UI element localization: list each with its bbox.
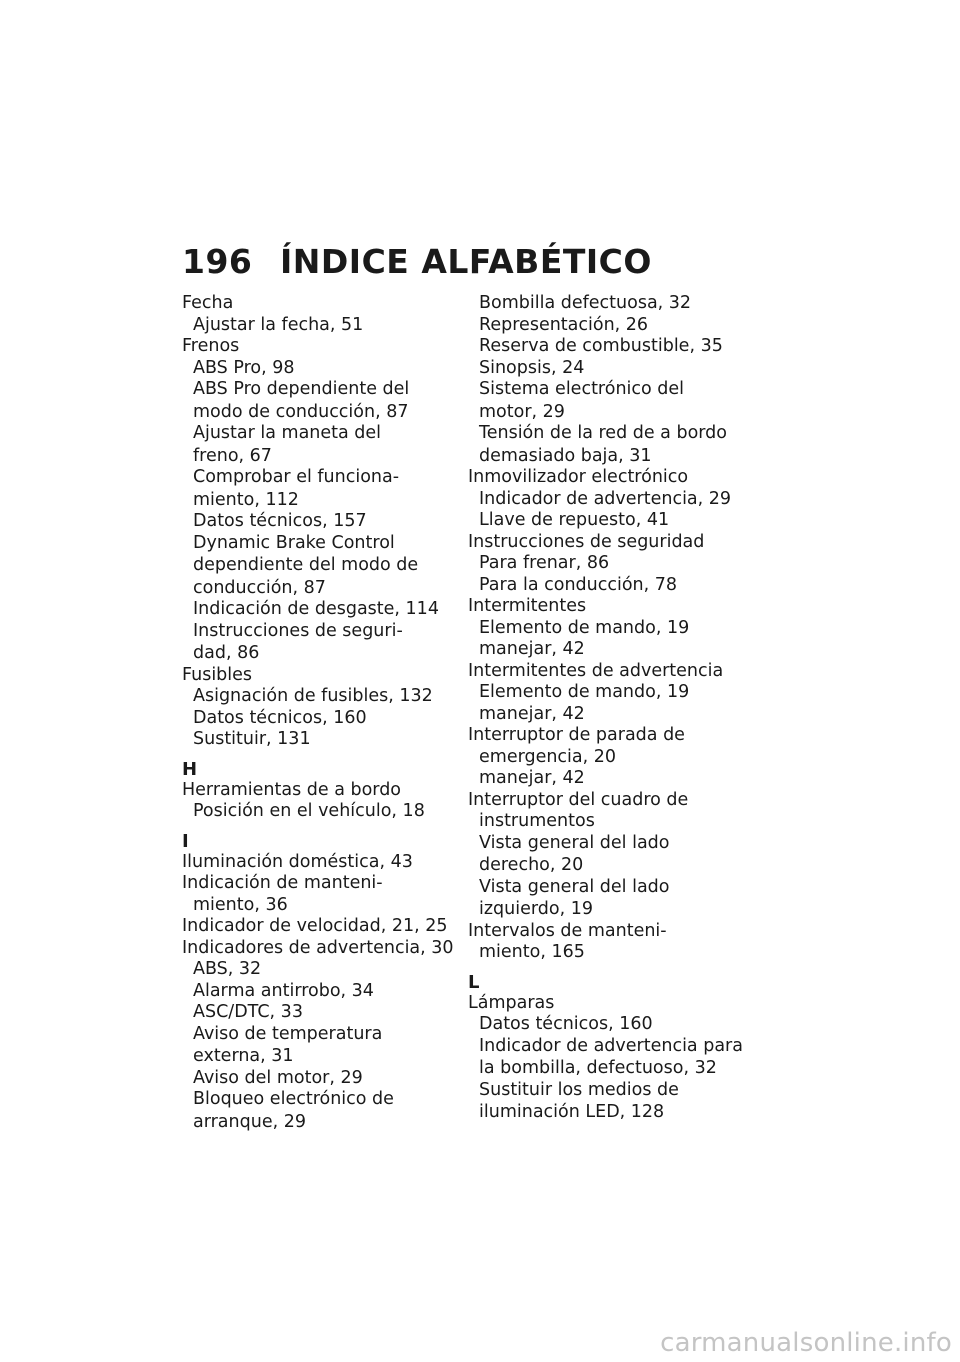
index-sub-entry-continuation: modo de conducción, 87: [193, 401, 409, 422]
index-sub-entry-continuation: externa, 31: [193, 1046, 294, 1066]
index-entry-continuation: miento, 36: [193, 894, 288, 915]
index-sub-entry: Sustituir los medios de: [479, 1079, 679, 1100]
index-sub-entry: Bombilla defectuosa, 32: [479, 293, 692, 313]
index-sub-entry: manejar, 42: [479, 639, 585, 659]
index-sub-entry: ABS Pro dependiente del: [193, 379, 410, 399]
index-main-entry: Frenos: [182, 336, 240, 356]
index-main-entry: Fecha: [182, 293, 234, 313]
index-sub-entry: Sustituir, 131: [193, 729, 311, 749]
index-main-entry: Indicador de velocidad, 21, 25: [182, 916, 448, 936]
index-sub-entry: Indicación de desgaste, 114: [193, 599, 439, 619]
index-sub-entry-continuation: dad, 86: [193, 643, 260, 663]
index-sub-entry: Datos técnicos, 160: [193, 707, 367, 728]
index-sub-entry: Aviso de temperatura: [193, 1023, 383, 1044]
index-letter-heading: H: [182, 758, 198, 780]
index-sub-entry: Sistema electrónico del: [479, 379, 685, 399]
index-letter-heading: I: [182, 830, 189, 852]
index-sub-entry: Datos técnicos, 157: [193, 511, 367, 531]
index-sub-entry-continuation: freno, 67: [193, 445, 272, 466]
index-main-entry: Interruptor del cuadro de: [468, 789, 689, 810]
index-main-entry: Indicación de manteni-: [182, 873, 383, 893]
index-sub-entry-continuation: izquierdo, 19: [479, 899, 593, 919]
index-sub-entry: Para la conducción, 78: [479, 574, 678, 595]
index-sub-entry-continuation: motor, 29: [479, 401, 565, 422]
index-entry-continuation: emergencia, 20: [479, 746, 617, 767]
index-main-entry: Indicadores de advertencia, 30: [182, 937, 454, 958]
index-sub-entry-continuation: miento, 112: [193, 489, 299, 510]
index-sub-entry: Aviso del motor, 29: [193, 1067, 363, 1088]
index-sub-entry-continuation: iluminación LED, 128: [479, 1102, 665, 1122]
index-sub-entry: Posición en el vehículo, 18: [193, 801, 425, 821]
index-sub-entry: Indicador de advertencia, 29: [479, 488, 732, 509]
index-entry-continuation: instrumentos: [479, 811, 595, 831]
index-sub-entry: manejar, 42: [479, 768, 585, 788]
index-sub-entry-continuation: la bombilla, defectuoso, 32: [479, 1058, 717, 1078]
index-main-entry: Instrucciones de seguridad: [468, 531, 705, 552]
index-sub-entry-continuation: dependiente del modo de: [193, 555, 419, 575]
index-main-entry: Lámparas: [468, 992, 555, 1013]
index-sub-entry-continuation: derecho, 20: [479, 855, 584, 875]
index-sub-entry-continuation: arranque, 29: [193, 1111, 306, 1132]
index-sub-entry: Elemento de mando, 19: [479, 682, 690, 702]
page-number: 196: [182, 242, 253, 281]
index-sub-entry: Tensión de la red de a bordo: [479, 423, 727, 443]
index-main-entry: Inmovilizador electrónico: [468, 467, 689, 487]
index-column-right: [468, 293, 743, 1124]
index-sub-entry: ASC/DTC, 33: [193, 1002, 303, 1022]
index-main-entry: Intermitentes: [468, 596, 587, 616]
index-sub-entry: Elemento de mando, 19: [479, 617, 690, 638]
index-sub-entry: manejar, 42: [479, 703, 585, 724]
index-letter-heading: L: [468, 971, 480, 993]
index-main-entry: Intervalos de manteni-: [468, 920, 667, 941]
index-sub-entry: Llave de repuesto, 41: [479, 510, 670, 530]
index-sub-entry: Asignación de fusibles, 132: [193, 686, 433, 706]
index-sub-entry: Indicador de advertencia para: [479, 1035, 743, 1056]
index-sub-entry: Bloqueo electrónico de: [193, 1089, 394, 1109]
index-sub-entry: ABS, 32: [193, 959, 262, 979]
index-main-entry: Intermitentes de advertencia: [468, 660, 724, 681]
index-sub-entry: Alarma antirrobo, 34: [193, 980, 374, 1001]
index-main-entry: Iluminación doméstica, 43: [182, 851, 413, 872]
index-sub-entry: Vista general del lado: [479, 876, 670, 897]
index-main-entry: Herramientas de a bordo: [182, 779, 402, 800]
index-sub-entry: Vista general del lado: [479, 832, 670, 853]
index-sub-entry: ABS Pro, 98: [193, 357, 295, 378]
index-sub-entry: Representación, 26: [479, 314, 649, 335]
index-sub-entry: Datos técnicos, 160: [479, 1014, 653, 1034]
index-main-entry: Fusibles: [182, 664, 253, 685]
page-header: [182, 242, 652, 281]
index-main-entry: Interruptor de parada de: [468, 725, 685, 745]
index-column-left: [182, 293, 452, 1133]
index-sub-entry: Comprobar el funciona-: [193, 467, 400, 487]
index-sub-entry: Sinopsis, 24: [479, 357, 585, 378]
index-sub-entry: Dynamic Brake Control: [193, 532, 395, 553]
index-sub-entry: Ajustar la fecha, 51: [193, 314, 364, 335]
index-entry-continuation: miento, 165: [479, 942, 585, 962]
index-sub-entry: Para frenar, 86: [479, 553, 610, 573]
index-sub-entry: Reserva de combustible, 35: [479, 336, 723, 356]
index-sub-entry: Ajustar la maneta del: [193, 423, 382, 443]
index-sub-entry-continuation: demasiado baja, 31: [479, 445, 652, 466]
index-sub-entry-continuation: conducción, 87: [193, 577, 326, 598]
page-title: ÍNDICE ALFABÉTICO: [280, 242, 652, 281]
watermark: carmanualsonline.info: [660, 1328, 952, 1358]
index-sub-entry: Instrucciones de seguri-: [193, 620, 403, 641]
